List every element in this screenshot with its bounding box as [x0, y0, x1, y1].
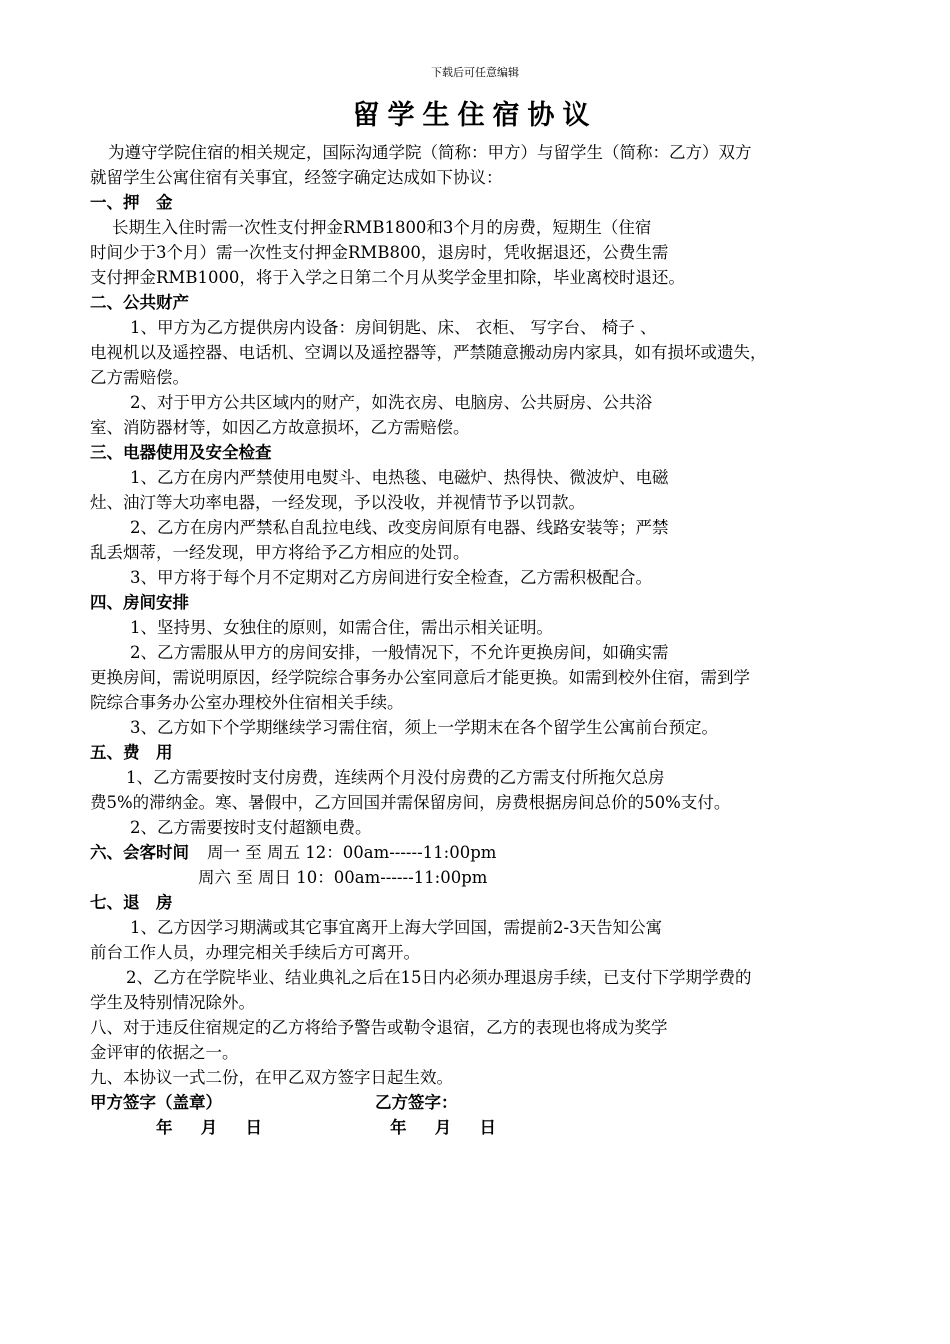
intro-line: 就留学生公寓住宿有关事宜，经签字确定达成如下协议： — [90, 168, 503, 187]
section-heading-public-property: 二、公共财产 — [90, 293, 189, 312]
paragraph-line: 九、本协议一式二份，在甲乙双方签字日起生效。 — [90, 1068, 453, 1087]
paragraph-line: 1、乙方在房内严禁使用电熨斗、电热毯、电磁炉、热得快、微波炉、电磁 — [130, 468, 669, 487]
paragraph-line: 院综合事务办公室办理校外住宿相关手续。 — [90, 693, 404, 712]
paragraph-line: 前台工作人员，办理完相关手续后方可离开。 — [90, 943, 420, 962]
paragraph-line: 乱丢烟蒂，一经发现，甲方将给予乙方相应的处罚。 — [90, 543, 470, 562]
party-a-date: 年 月 日 — [156, 1118, 264, 1137]
paragraph-line: 金评审的依据之一。 — [90, 1043, 239, 1062]
date-row — [90, 1115, 870, 1140]
paragraph-line: 1、乙方需要按时支付房费，连续两个月没付房费的乙方需支付所拖欠总房 — [126, 768, 665, 787]
intro-line: 为遵守学院住宿的相关规定，国际沟通学院（简称：甲方）与留学生（简称：乙方）双方 — [108, 143, 752, 162]
paragraph-line: 3、甲方将于每个月不定期对乙方房间进行安全检查，乙方需积极配合。 — [130, 568, 652, 587]
paragraph-line: 1、甲方为乙方提供房内设备：房间钥匙、床、 衣柜、 写字台、 椅子 、 — [130, 318, 657, 337]
signature-row — [90, 1090, 870, 1115]
paragraph-line: 2、乙方需要按时支付超额电费。 — [130, 818, 372, 837]
paragraph-line: 更换房间，需说明原因，经学院综合事务办公室同意后才能更换。如需到校外住宿，需到学 — [90, 668, 750, 687]
section-heading-fees: 五、费 用 — [90, 743, 173, 762]
paragraph-line: 2、对于甲方公共区域内的财产，如洗衣房、电脑房、公共厨房、公共浴 — [130, 393, 652, 412]
section-heading-checkout: 七、退 房 — [90, 893, 173, 912]
paragraph-line: 长期生入住时需一次性支付押金RMB1800和3个月的房费，短期生（住宿 — [112, 218, 652, 237]
paragraph-line: 八、对于违反住宿规定的乙方将给予警告或勒令退宿，乙方的表现也将成为奖学 — [90, 1018, 668, 1037]
header-note: 下载后可任意编辑 — [431, 66, 519, 79]
paragraph-line: 1、乙方因学习期满或其它事宜离开上海大学回国，需提前2-3天告知公寓 — [130, 918, 663, 937]
section-heading-visiting-hours: 六、会客时间 — [90, 843, 189, 862]
paragraph-line: 2、乙方在房内严禁私自乱拉电线、改变房间原有电器、线路安装等；严禁 — [130, 518, 669, 537]
paragraph-line: 室、消防器材等，如因乙方故意损坏，乙方需赔偿。 — [90, 418, 470, 437]
paragraph-line: 2、乙方在学院毕业、结业典礼之后在15日内必须办理退房手续，已支付下学期学费的 — [126, 968, 752, 987]
document-body — [90, 140, 870, 1140]
visiting-hours-row — [90, 840, 870, 865]
paragraph-line: 2、乙方需服从甲方的房间安排，一般情况下，不允许更换房间，如确实需 — [130, 643, 669, 662]
paragraph-line: 3、乙方如下个学期继续学习需住宿，须上一学期末在各个留学生公寓前台预定。 — [130, 718, 718, 737]
visiting-hours-weekday: 周一 至 周五 12：00am------11:00pm — [207, 843, 497, 862]
paragraph-line: 费5%的滞纳金。寒、暑假中，乙方回国并需保留房间，房费根据房间总价的50%支付。 — [90, 793, 731, 812]
party-a-signature-label: 甲方签字（盖章） — [90, 1093, 222, 1112]
paragraph-line: 灶、油汀等大功率电器，一经发现，予以没收，并视情节予以罚款。 — [90, 493, 585, 512]
paragraph-line: 乙方需赔偿。 — [90, 368, 189, 387]
paragraph-line: 1、坚持男、女独住的原则，如需合住，需出示相关证明。 — [130, 618, 553, 637]
section-heading-deposit: 一、押 金 — [90, 193, 173, 212]
party-b-signature-label: 乙方签字： — [375, 1093, 458, 1112]
party-b-date: 年 月 日 — [390, 1118, 498, 1137]
paragraph-line: 学生及特别情况除外。 — [90, 993, 255, 1012]
document-title: 留学生住宿协议 — [352, 100, 598, 131]
paragraph-line: 支付押金RMB1000，将于入学之日第二个月从奖学金里扣除，毕业离校时退还。 — [90, 268, 685, 287]
section-heading-electrical-safety: 三、电器使用及安全检查 — [90, 443, 272, 462]
paragraph-line: 电视机以及遥控器、电话机、空调以及遥控器等，严禁随意搬动房内家具，如有损坏或遗失， — [90, 343, 767, 362]
section-heading-room-arrangement: 四、房间安排 — [90, 593, 189, 612]
paragraph-line: 时间少于3个月）需一次性支付押金RMB800，退房时，凭收据退还，公费生需 — [90, 243, 669, 262]
visiting-hours-weekend: 周六 至 周日 10：00am------11:00pm — [198, 868, 488, 887]
